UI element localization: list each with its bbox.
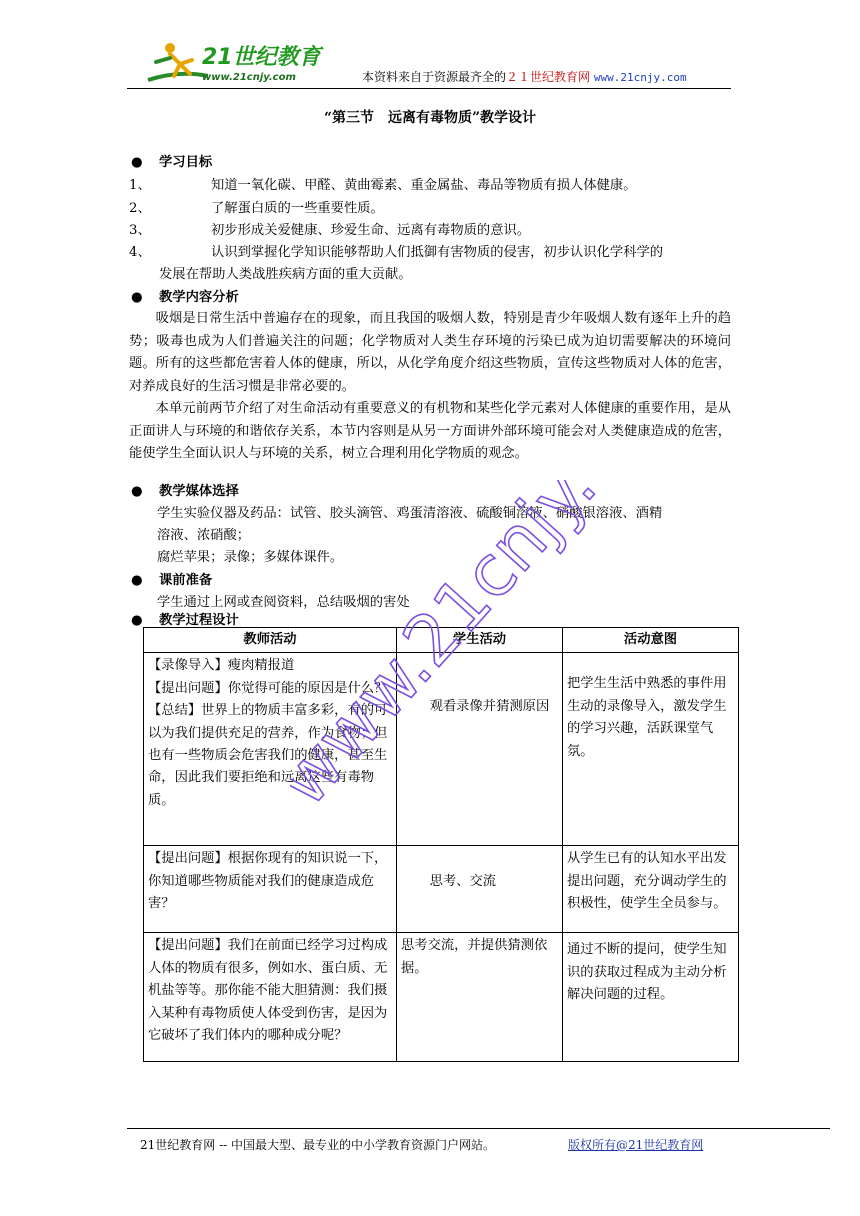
process-heading-text: 教学过程设计 (159, 613, 239, 628)
goal-text-4-cont: 发展在帮助人类战胜疾病方面的重大贡献。 (159, 267, 412, 282)
bullet-icon: ● (131, 155, 143, 170)
media-line-1: 学生实验仪器及药品：试管、胶头滴管、鸡蛋清溶液、硫酸铜溶液、硝酸银溶液、酒精 (157, 506, 663, 521)
col-header-intent: 活动意图 (563, 628, 739, 653)
student-activity-text: 观看录像并猜测原因 (429, 699, 550, 715)
teacher-activity-cell: 【提出问题】根据你现有的知识说一下，你知道哪些物质能对我们的健康造成危害？ (144, 846, 397, 933)
table-header-row (144, 628, 739, 653)
section-heading-media (131, 480, 239, 499)
intent-cell: 从学生已有的认知水平出发提出问题，充分调动学生的积极性，使学生全员参与。 (563, 846, 739, 933)
student-activity-cell (397, 653, 563, 846)
prep-text: 学生通过上网或查阅资料，总结吸烟的害处 (157, 595, 410, 610)
document-title: “第三节 远离有毒物质”教学设计 (323, 110, 537, 126)
section-heading-process (131, 609, 239, 628)
teacher-activity-cell: 【提出问题】我们在前面已经学习过构成人体的物质有很多，例如水、蛋白质、无机盐等等。那你能不能大胆猜测：我们摄入某种有毒物质使人体受到伤害，是因为它破坏了我们体内的哪种成分呢？ (144, 933, 397, 1062)
table-row (144, 846, 739, 933)
analysis-paragraph-1: 吸烟是日常生活中普遍存在的现象，而且我国的吸烟人数，特别是青少年吸烟人数有逐年上升的趋势；吸毒也成为人们普遍关注的问题；化学物质对人类生存环境的污染已成为迫切需要解决的环境问题。所有的这些都危害着人体的健康，所以，从化学角度介绍这些物质，宣传这些物质对人体的危害，对养成良好的生活习惯是非常必要的。 (129, 311, 731, 394)
teacher-activity-cell: 【录像导入】瘦肉精报道 【提出问题】你觉得可能的原因是什么？ 【总结】世界上的物质丰富多彩，有的可以为我们提供充足的营养，作为食物；但也有一些物质会危害我们的健康，甚至生命，因此我们要拒绝和远离这些有毒物质。 (144, 653, 397, 846)
goal-text-4: 认识到掌握化学知识能够帮助人们抵御有害物质的侵害，初步认识化学科学的 (211, 245, 664, 260)
student-activity-cell: 思考交流，并提供猜测依据。 (397, 933, 563, 1062)
footer-copyright-link[interactable]: 版权所有@21世纪教育网 (568, 1138, 704, 1152)
goal-text-3: 初步形成关爱健康、珍爱生命、远离有毒物质的意识。 (211, 223, 531, 238)
section-heading-goals (131, 151, 212, 170)
section-heading-prep (131, 569, 212, 588)
media-line-2: 溶液、浓硝酸； (157, 528, 251, 543)
header-site-name: ２１世纪教育网 (506, 70, 591, 84)
section-heading-analysis (131, 286, 239, 305)
footer-divider (127, 1128, 830, 1129)
table-row (144, 653, 739, 846)
student-activity-text: 思考、交流 (429, 874, 497, 890)
bullet-icon: ● (131, 290, 143, 305)
goal-number-2: 2、 (129, 201, 151, 216)
header-divider (127, 88, 731, 89)
media-line-3: 腐烂苹果；录像；多媒体课件。 (157, 550, 344, 565)
goal-text-1: 知道一氧化碳、甲醛、黄曲霉素、重金属盐、毒品等物质有损人体健康。 (211, 178, 637, 193)
goal-number-4: 4、 (129, 245, 151, 260)
student-activity-cell (397, 846, 563, 933)
col-header-student: 学生活动 (397, 628, 563, 653)
process-table (143, 627, 739, 1062)
header-note-prefix: 本资料来自于资源最齐全的 (362, 70, 507, 84)
goal-number-1: 1、 (129, 178, 151, 193)
watermark-text: www.21cnjy.com (290, 480, 690, 822)
goal-text-2: 了解蛋白质的一些重要性质。 (211, 201, 384, 216)
intent-cell: 把学生生活中熟悉的事件用生动的录像导入，激发学生的学习兴趣，活跃课堂气氛。 (563, 653, 739, 846)
footer-text: 21世纪教育网 -- 中国最大型、最专业的中小学教育资源门户网站。 (140, 1138, 496, 1152)
logo-text: 21世纪教育 (202, 45, 321, 70)
header-note (362, 68, 687, 85)
analysis-heading-text: 教学内容分析 (159, 290, 239, 305)
header-site-link[interactable]: www.21cnjy.com (593, 71, 687, 84)
col-header-teacher: 教师活动 (144, 628, 397, 653)
bullet-icon: ● (131, 484, 143, 499)
table-row (144, 933, 739, 1062)
analysis-paragraph-2: 本单元前两节介绍了对生命活动有重要意义的有机物和某些化学元素对人体健康的重要作用，是从正面讲人与环境的和谐依存关系，本节内容则是从另一方面讲外部环境可能会对人类健康造成的危害，能使学生全面认识人与环境的关系，树立合理利用化学物质的观念。 (129, 401, 731, 461)
logo-url: www.21cnjy.com (202, 72, 296, 83)
goal-number-3: 3、 (129, 223, 151, 238)
intent-cell: 通过不断的提问，使学生知识的获取过程成为主动分析解决问题的过程。 (563, 933, 739, 1062)
goals-heading-text: 学习目标 (159, 155, 213, 170)
prep-heading-text: 课前准备 (159, 573, 213, 588)
bullet-icon: ● (131, 613, 143, 628)
media-heading-text: 教学媒体选择 (159, 484, 239, 499)
site-logo (140, 36, 340, 86)
bullet-icon: ● (131, 573, 143, 588)
